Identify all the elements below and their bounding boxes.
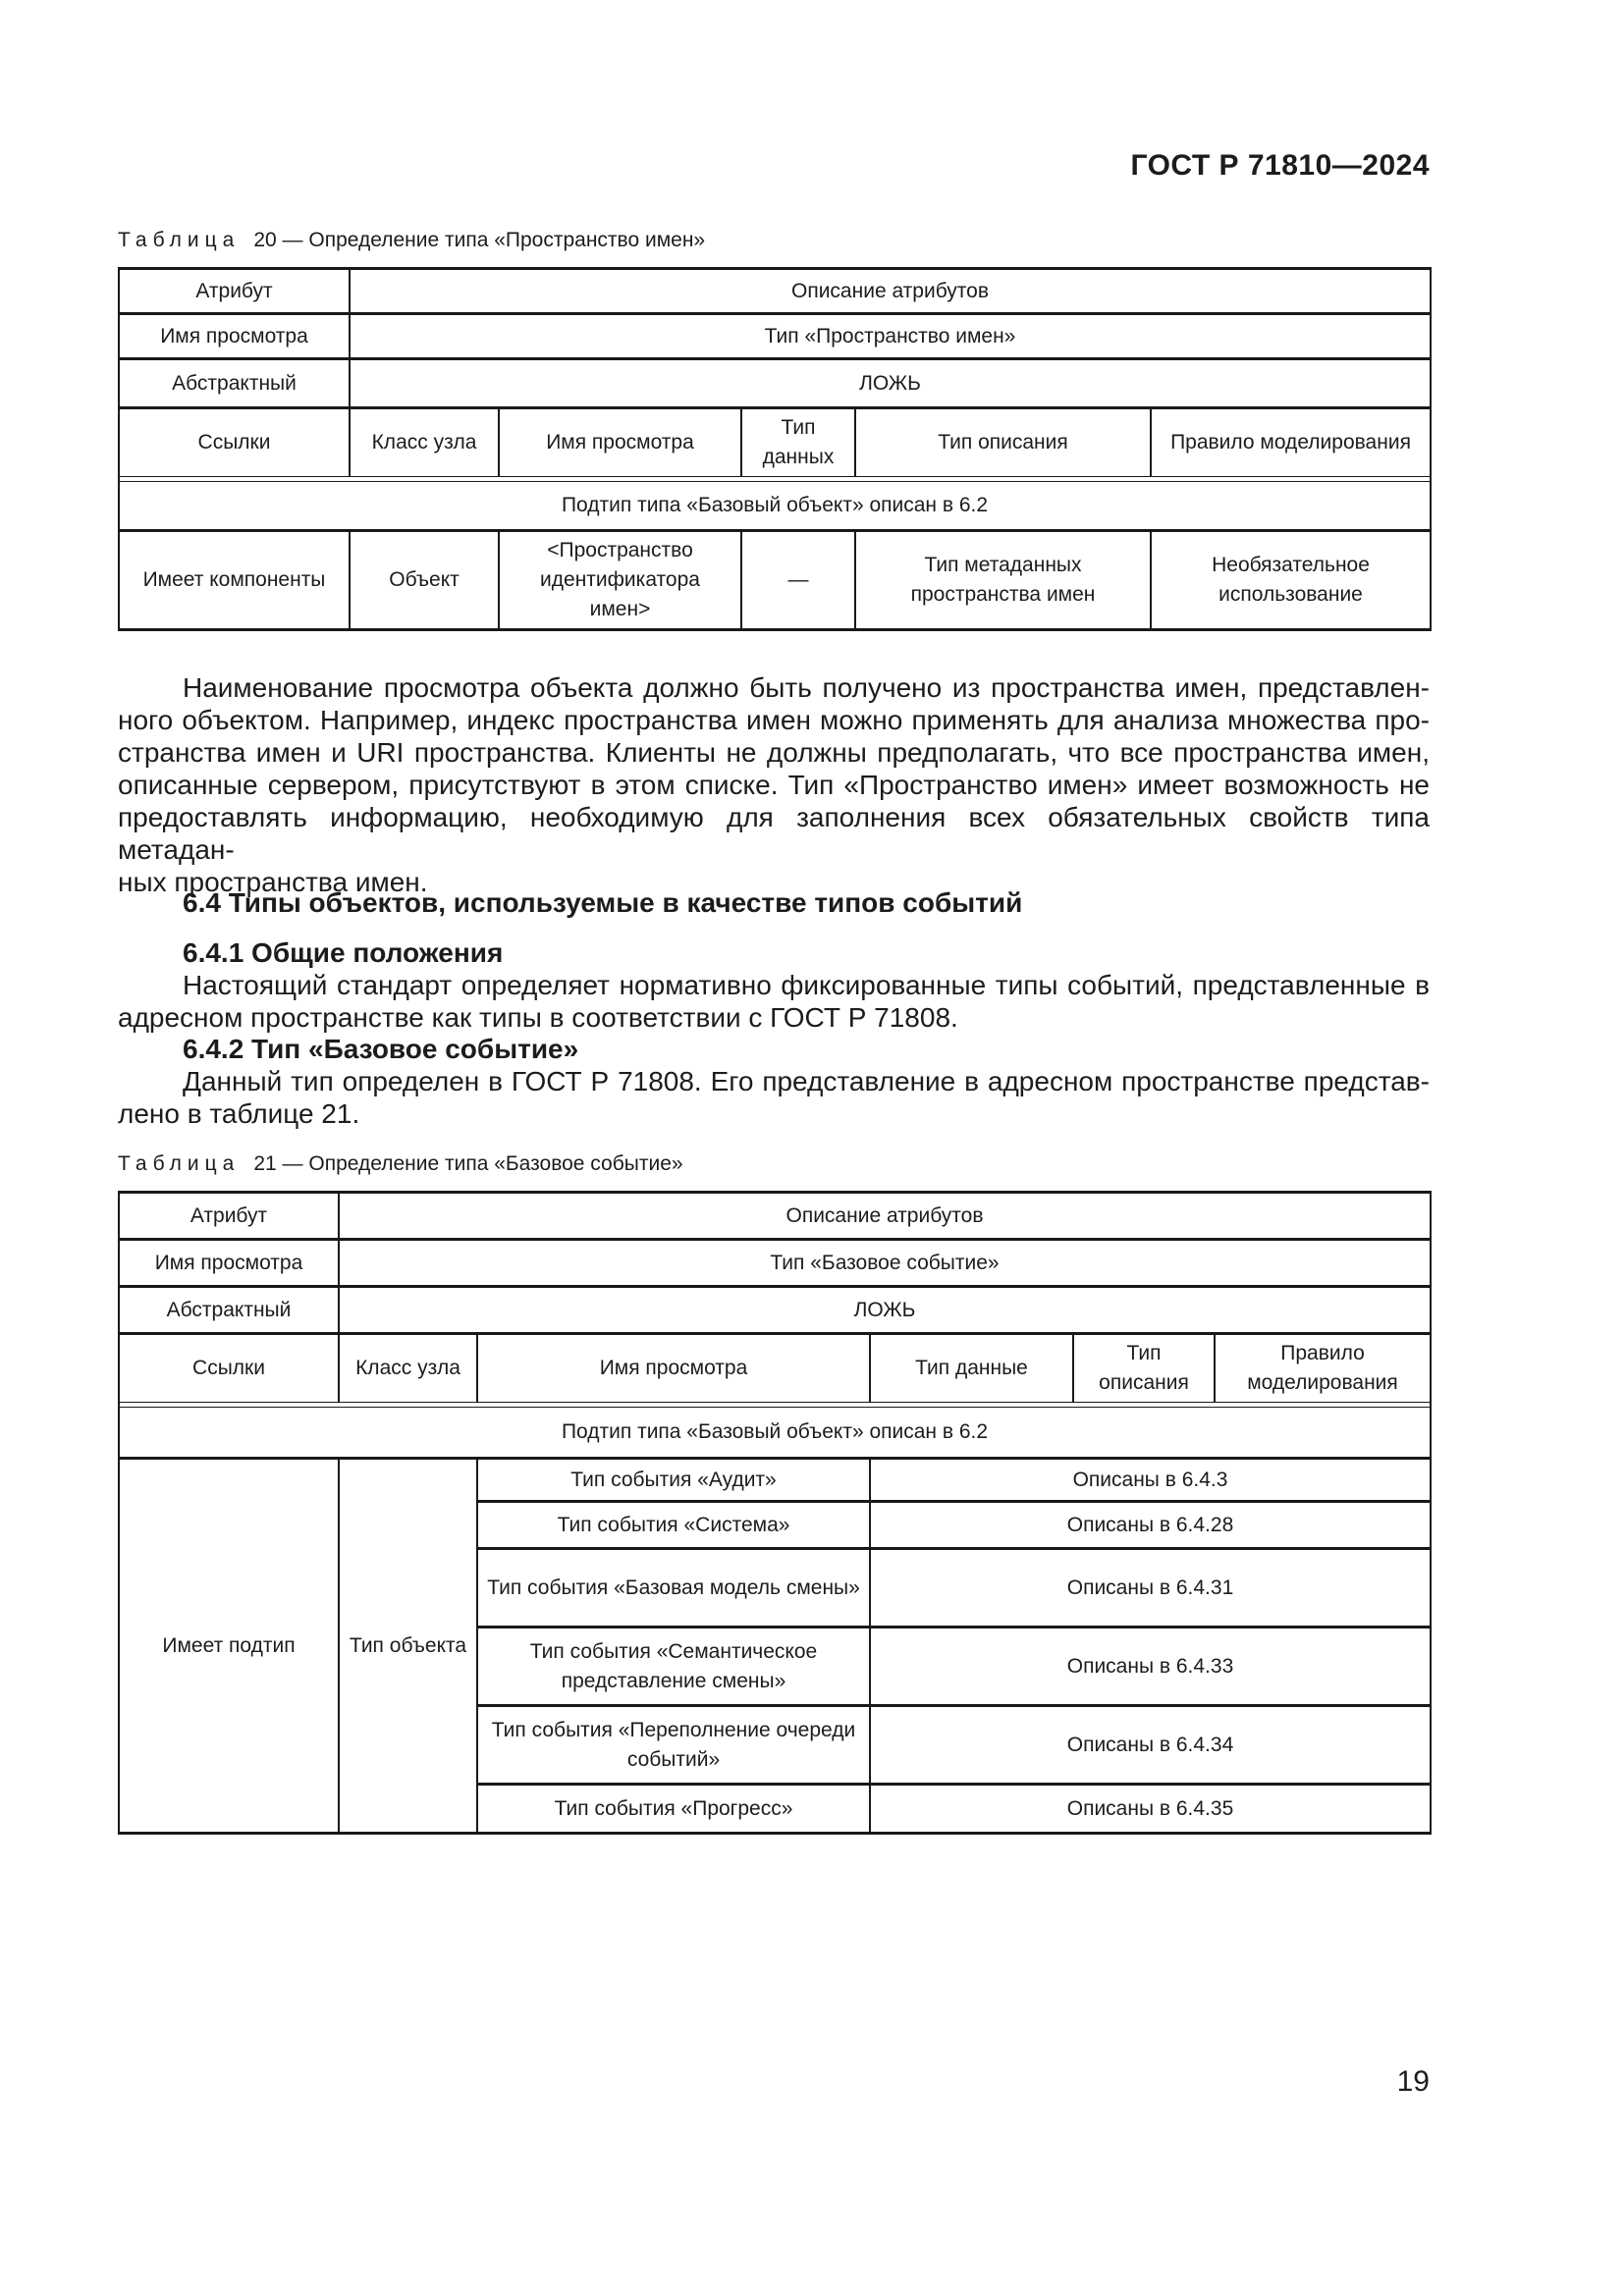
table-cell: Тип описания bbox=[855, 408, 1151, 477]
table-row bbox=[119, 359, 1431, 408]
text-line: Настоящий стандарт определяет нормативно фиксированные типы событий, представленные в bbox=[183, 970, 1430, 1000]
table-cell: Абстрактный bbox=[119, 1287, 339, 1334]
table-cell: Абстрактный bbox=[119, 359, 350, 408]
section-heading-6-4-2: 6.4.2 Тип «Базовое событие» bbox=[183, 1034, 579, 1064]
table-row bbox=[119, 1459, 1431, 1502]
page-number: 19 bbox=[1396, 2065, 1430, 2098]
table-cell: ЛОЖЬ bbox=[350, 359, 1431, 408]
table-cell: Имеет компоненты bbox=[119, 531, 350, 630]
table21-caption bbox=[118, 1150, 1430, 1178]
table-cell: Тип объекта bbox=[339, 1459, 477, 1834]
table-cell: Атрибут bbox=[119, 269, 350, 314]
text-line: предоставлять информацию, необходимую для заполнения всех обязательных свойств типа метадан- bbox=[118, 802, 1430, 865]
table-cell: Описание атрибутов bbox=[339, 1193, 1431, 1240]
table-cell: Имя просмотра bbox=[119, 314, 350, 359]
table-cell: Ссылки bbox=[119, 1334, 339, 1403]
table-cell: Описаны в 6.4.31 bbox=[870, 1549, 1431, 1628]
table-cell: — bbox=[741, 531, 855, 630]
table-cell: Описаны в 6.4.28 bbox=[870, 1502, 1431, 1549]
table-cell: Класс узла bbox=[350, 408, 499, 477]
table-cell: Описаны в 6.4.33 bbox=[870, 1628, 1431, 1706]
table-cell: Тип данные bbox=[870, 1334, 1073, 1403]
section-heading-6-4: 6.4 Типы объектов, используемые в качестве типов событий bbox=[183, 887, 1023, 918]
table21-caption-text: 21 — Определение типа «Базовое событие» bbox=[253, 1152, 683, 1175]
table21-caption-word: Таблица bbox=[118, 1152, 241, 1175]
table21 bbox=[118, 1191, 1432, 1835]
table-cell: Тип «Базовое событие» bbox=[339, 1240, 1431, 1287]
table-cell: Объект bbox=[350, 531, 499, 630]
section-heading-6-4-1: 6.4.1 Общие положения bbox=[183, 937, 504, 968]
table-cell: Атрибут bbox=[119, 1193, 339, 1240]
table-header-row bbox=[119, 408, 1431, 477]
text-line: лено в таблице 21. bbox=[118, 1098, 360, 1129]
text-line: описанные сервером, присутствуют в этом списке. Тип «Пространство имен» имеет возможность не bbox=[118, 770, 1430, 800]
table20 bbox=[118, 267, 1432, 631]
table-row bbox=[119, 1287, 1431, 1334]
table20-caption-text: 20 — Определение типа «Пространство имен» bbox=[253, 229, 706, 251]
text-line: Наименование просмотра объекта должно быть получено из пространства имен, представлен- bbox=[183, 672, 1430, 703]
table-cell: Тип события «Аудит» bbox=[477, 1459, 870, 1502]
table-cell: Имеет подтип bbox=[119, 1459, 339, 1834]
table-cell: Подтип типа «Базовый объект» описан в 6.2 bbox=[119, 1408, 1431, 1459]
table-cell: Тип события «Система» bbox=[477, 1502, 870, 1549]
table-cell: Имя просмотра bbox=[119, 1240, 339, 1287]
table-row bbox=[119, 314, 1431, 359]
table-cell: Подтип типа «Базовый объект» описан в 6.2 bbox=[119, 482, 1431, 531]
paragraph-6-4-2 bbox=[118, 1065, 1430, 1130]
table-row bbox=[119, 482, 1431, 531]
table-cell: Тип данных bbox=[741, 408, 855, 477]
table-cell: Тип «Пространство имен» bbox=[350, 314, 1431, 359]
text-line: ных пространства имен. bbox=[118, 867, 428, 897]
table-cell: Тип события «Переполнение очереди событий» bbox=[477, 1706, 870, 1785]
table-row bbox=[119, 269, 1431, 314]
table-header-row bbox=[119, 1334, 1431, 1403]
table-cell: Имя просмотра bbox=[499, 408, 741, 477]
table20-caption bbox=[118, 227, 1430, 254]
table-cell: Описаны в 6.4.3 bbox=[870, 1459, 1431, 1502]
text-line: адресном пространстве как типы в соответствии с ГОСТ Р 71808. bbox=[118, 1002, 958, 1033]
table-cell: Правило моделирования bbox=[1151, 408, 1431, 477]
table-cell: Тип описания bbox=[1073, 1334, 1215, 1403]
table-row bbox=[119, 531, 1431, 630]
table-cell: Тип события «Базовая модель смены» bbox=[477, 1549, 870, 1628]
table-row bbox=[119, 1193, 1431, 1240]
table-cell: Имя просмотра bbox=[477, 1334, 870, 1403]
table-cell: Правило моделирования bbox=[1215, 1334, 1431, 1403]
table-row bbox=[119, 1240, 1431, 1287]
table-cell: Описаны в 6.4.35 bbox=[870, 1785, 1431, 1834]
table-cell: Тип события «Прогресс» bbox=[477, 1785, 870, 1834]
text-line: Данный тип определен в ГОСТ Р 71808. Его представление в адресном пространстве представ- bbox=[183, 1066, 1430, 1096]
table-cell: <Пространство идентификатора имен> bbox=[499, 531, 741, 630]
table-cell: Тип метаданных пространства имен bbox=[855, 531, 1151, 630]
paragraph-namespace bbox=[118, 671, 1430, 898]
table-cell: Ссылки bbox=[119, 408, 350, 477]
table-cell: Описание атрибутов bbox=[350, 269, 1431, 314]
table-row bbox=[119, 1408, 1431, 1459]
text-line: ного объектом. Например, индекс пространства имен можно применять для анализа множества про- bbox=[118, 705, 1430, 735]
table-cell: ЛОЖЬ bbox=[339, 1287, 1431, 1334]
table-cell: Описаны в 6.4.34 bbox=[870, 1706, 1431, 1785]
text-line: странства имен и URI пространства. Клиенты не должны предполагать, что все пространства имен, bbox=[118, 737, 1430, 768]
paragraph-6-4-1 bbox=[118, 969, 1430, 1034]
table-cell: Класс узла bbox=[339, 1334, 477, 1403]
doc-code-header: ГОСТ Р 71810—2024 bbox=[1130, 149, 1430, 182]
table-cell: Необязательное использование bbox=[1151, 531, 1431, 630]
table-cell: Тип события «Семантическое представление смены» bbox=[477, 1628, 870, 1706]
table20-caption-word: Таблица bbox=[118, 229, 241, 251]
